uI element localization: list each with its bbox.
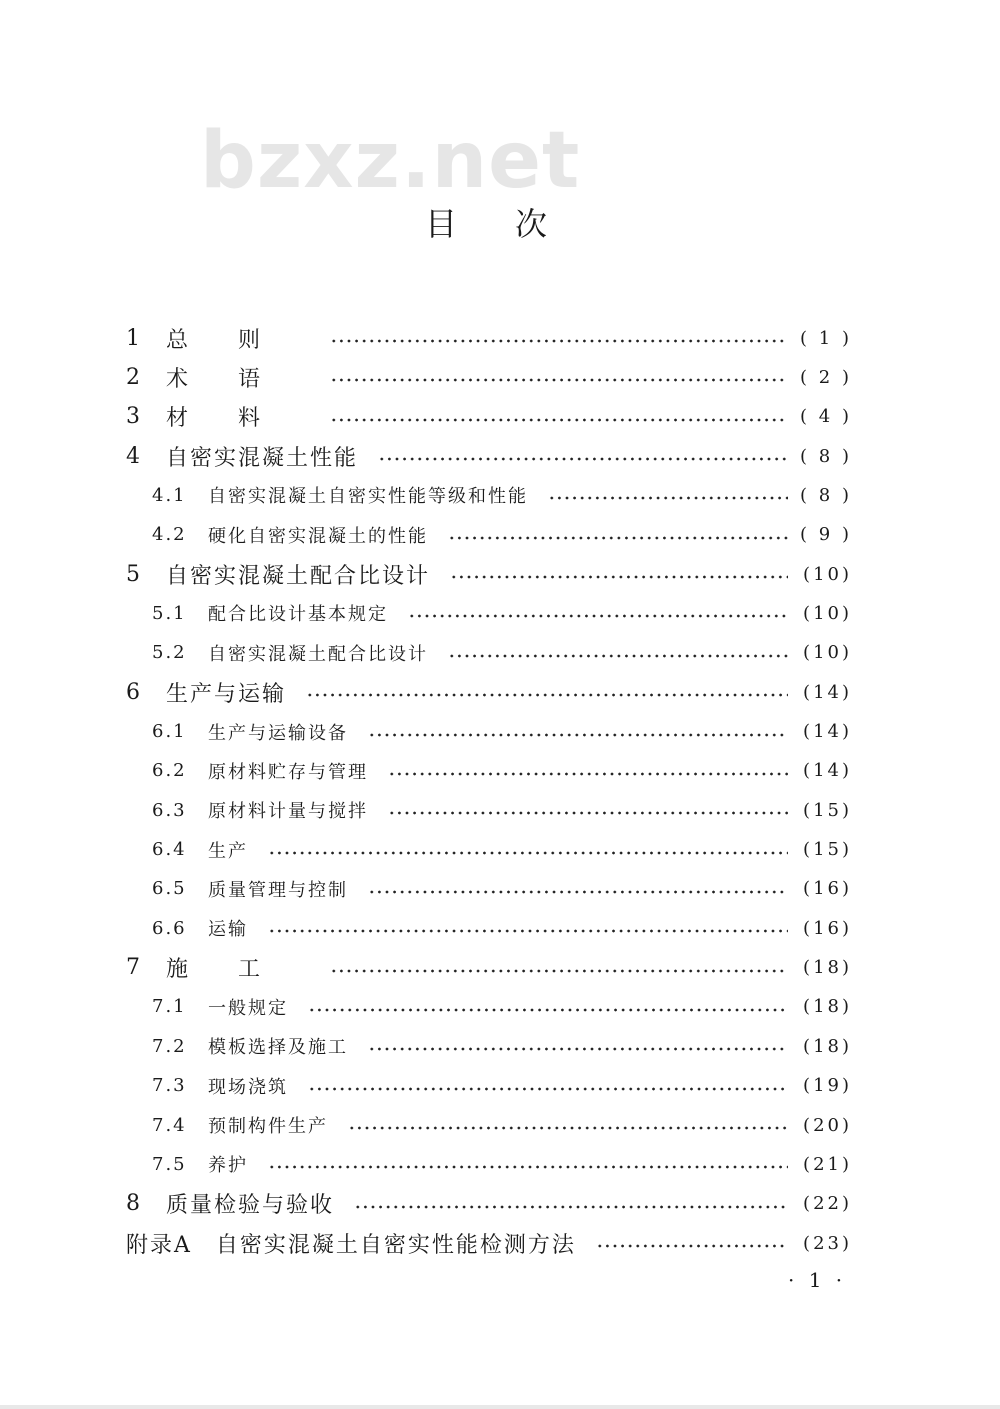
toc-entry-title: 一般规定 <box>208 997 288 1019</box>
toc-entry-number: 1 <box>126 325 140 351</box>
toc-entry-page: (10) <box>803 602 852 624</box>
page-edge <box>0 1405 1000 1409</box>
toc-entry-number: 8 <box>126 1191 140 1217</box>
toc-entry-title: 自密实混凝土配合比设计 <box>166 563 431 589</box>
dot-leader <box>268 1165 788 1169</box>
toc-entry[interactable] <box>152 598 852 628</box>
toc-entry-page: (20) <box>803 1114 852 1136</box>
toc-entry-title: 生产 <box>208 840 248 862</box>
dot-leader <box>348 1126 788 1130</box>
watermark: bzxz.net <box>200 116 581 206</box>
toc-entry-number: 5 <box>126 561 140 587</box>
toc-entry-page: (15) <box>803 839 852 861</box>
dot-leader <box>388 811 788 815</box>
toc-entry[interactable] <box>152 913 852 943</box>
toc-entry-title: 施工 <box>166 957 311 983</box>
toc-entry-page: (10) <box>803 642 852 664</box>
toc-entry[interactable] <box>126 323 852 353</box>
toc-entry-number: 6.6 <box>152 917 187 939</box>
toc-entry-title: 质量管理与控制 <box>208 879 348 901</box>
toc-entry-page: (15) <box>803 799 852 821</box>
toc-entry-number: 7.3 <box>152 1075 187 1097</box>
dot-leader <box>548 496 788 500</box>
toc-entry-number: 6.3 <box>152 799 187 821</box>
toc-entry-number: 5.2 <box>152 642 187 664</box>
toc-entry-page: ( 8 ) <box>800 484 852 506</box>
dot-leader <box>378 457 788 461</box>
toc-entry-page: (14) <box>803 721 852 742</box>
dot-leader <box>450 575 788 579</box>
toc-entry-number: 4 <box>126 443 140 469</box>
toc-entry-number: 6 <box>126 679 140 705</box>
toc-entry-title: 自密实混凝土性能 <box>166 445 359 471</box>
toc-entry[interactable] <box>152 638 852 668</box>
dot-leader <box>306 693 788 697</box>
page-title: 目次 <box>425 205 606 243</box>
toc-entry-page: ( 8 ) <box>800 445 852 467</box>
toc-entry-page: ( 1 ) <box>800 327 852 349</box>
toc-entry-number: 6.2 <box>152 760 187 782</box>
toc-entry-page: (18) <box>803 1035 852 1057</box>
toc-entry-page: ( 4 ) <box>800 406 852 428</box>
toc-entry-title: 术语 <box>166 366 311 392</box>
toc-entry-page: ( 9 ) <box>800 524 852 546</box>
toc-entry[interactable] <box>126 402 852 432</box>
toc-entry-title: 原材料贮存与管理 <box>208 761 368 783</box>
dot-leader <box>448 536 788 540</box>
toc-entry-title: 养护 <box>208 1155 248 1177</box>
toc-entry-page: (10) <box>803 563 852 585</box>
toc-entry-page: (14) <box>803 681 852 703</box>
dot-leader <box>408 614 788 618</box>
toc-entry-title: 配合比设计基本规定 <box>208 604 388 626</box>
toc-entry-title: 生产与运输设备 <box>208 722 348 744</box>
toc-entry[interactable] <box>152 756 852 786</box>
dot-leader <box>268 851 788 855</box>
dot-leader <box>368 733 788 737</box>
toc-entry[interactable] <box>152 520 852 550</box>
toc-entry-page: (22) <box>803 1193 852 1215</box>
toc-entry[interactable] <box>152 1149 852 1179</box>
toc-entry[interactable] <box>152 992 852 1022</box>
dot-leader <box>330 339 788 343</box>
dot-leader <box>368 1047 788 1051</box>
toc-entry-title: 硬化自密实混凝土的性能 <box>208 525 428 547</box>
toc-entry[interactable] <box>126 441 852 471</box>
toc-entry-title: 原材料计量与搅拌 <box>208 801 368 823</box>
dot-leader <box>330 378 788 382</box>
toc-entry-title: 总则 <box>166 327 311 353</box>
toc-entry[interactable] <box>152 480 852 510</box>
toc-entry-title: 自密实混凝土自密实性能等级和性能 <box>208 486 528 508</box>
toc-entry-title: 自密实混凝土配合比设计 <box>208 643 428 665</box>
toc-entry-number: 6.4 <box>152 839 187 861</box>
toc-entry-page: (16) <box>803 878 852 900</box>
dot-leader <box>354 1205 788 1209</box>
dot-leader <box>308 1008 788 1012</box>
toc-entry-title: 生产与运输 <box>166 681 287 707</box>
toc-entry-page: (19) <box>803 1075 852 1097</box>
toc-entry-page: (18) <box>803 957 852 979</box>
dot-leader <box>388 772 788 776</box>
toc-entry[interactable] <box>126 1228 852 1258</box>
toc-entry-number: 7.1 <box>152 996 187 1018</box>
toc-entry[interactable] <box>126 559 852 589</box>
toc-entry-number: 3 <box>126 404 140 430</box>
toc-entry[interactable] <box>152 835 852 865</box>
toc-entry[interactable] <box>152 1031 852 1061</box>
page-number: · 1 · <box>788 1268 847 1292</box>
toc-entry-number: 7.2 <box>152 1035 187 1057</box>
toc-entry[interactable] <box>126 953 852 983</box>
toc-entry-title: 现场浇筑 <box>208 1076 288 1098</box>
toc-entry[interactable] <box>126 677 852 707</box>
dot-leader <box>448 654 788 658</box>
toc-entry-number: 6.1 <box>152 721 187 742</box>
toc-entry[interactable] <box>152 795 852 825</box>
toc-entry-page: (16) <box>803 917 852 939</box>
toc-entry-number: 7 <box>126 955 140 981</box>
toc-entry-page: (21) <box>803 1153 852 1175</box>
toc-entry-page: (18) <box>803 996 852 1018</box>
toc-entry-number: 2 <box>126 364 140 390</box>
toc-entry[interactable] <box>152 717 852 747</box>
toc-entry[interactable] <box>152 874 852 904</box>
toc-entry-page: (14) <box>803 760 852 782</box>
toc-entry-number: 5.1 <box>152 602 187 624</box>
toc-entry[interactable] <box>152 1071 852 1101</box>
toc-entry-number: 6.5 <box>152 878 187 900</box>
dot-leader <box>308 1087 788 1091</box>
toc-entry-title: 材料 <box>166 406 311 432</box>
toc-entry-title: 模板选择及施工 <box>208 1037 348 1059</box>
dot-leader <box>330 418 788 422</box>
toc-entry-title: 预制构件生产 <box>208 1116 328 1137</box>
toc-entry-page: ( 2 ) <box>800 366 852 388</box>
dot-leader <box>330 969 788 973</box>
dot-leader <box>596 1244 788 1248</box>
toc-entry[interactable] <box>126 1189 852 1219</box>
toc-entry[interactable] <box>126 362 852 392</box>
toc-entry-number: 附录A <box>126 1232 192 1258</box>
toc-entry-number: 7.5 <box>152 1153 187 1175</box>
toc-entry-title: 自密实混凝土自密实性能检测方法 <box>215 1232 576 1258</box>
toc-entry-title: 运输 <box>208 919 248 941</box>
toc-entry-page: (23) <box>803 1232 852 1254</box>
toc-entry-number: 7.4 <box>152 1114 187 1136</box>
dot-leader <box>368 890 788 894</box>
toc-entry-number: 4.2 <box>152 524 187 546</box>
toc-entry-title: 质量检验与验收 <box>166 1193 335 1219</box>
dot-leader <box>268 929 788 933</box>
toc-entry[interactable] <box>152 1110 852 1140</box>
toc-entry-number: 4.1 <box>152 484 187 506</box>
